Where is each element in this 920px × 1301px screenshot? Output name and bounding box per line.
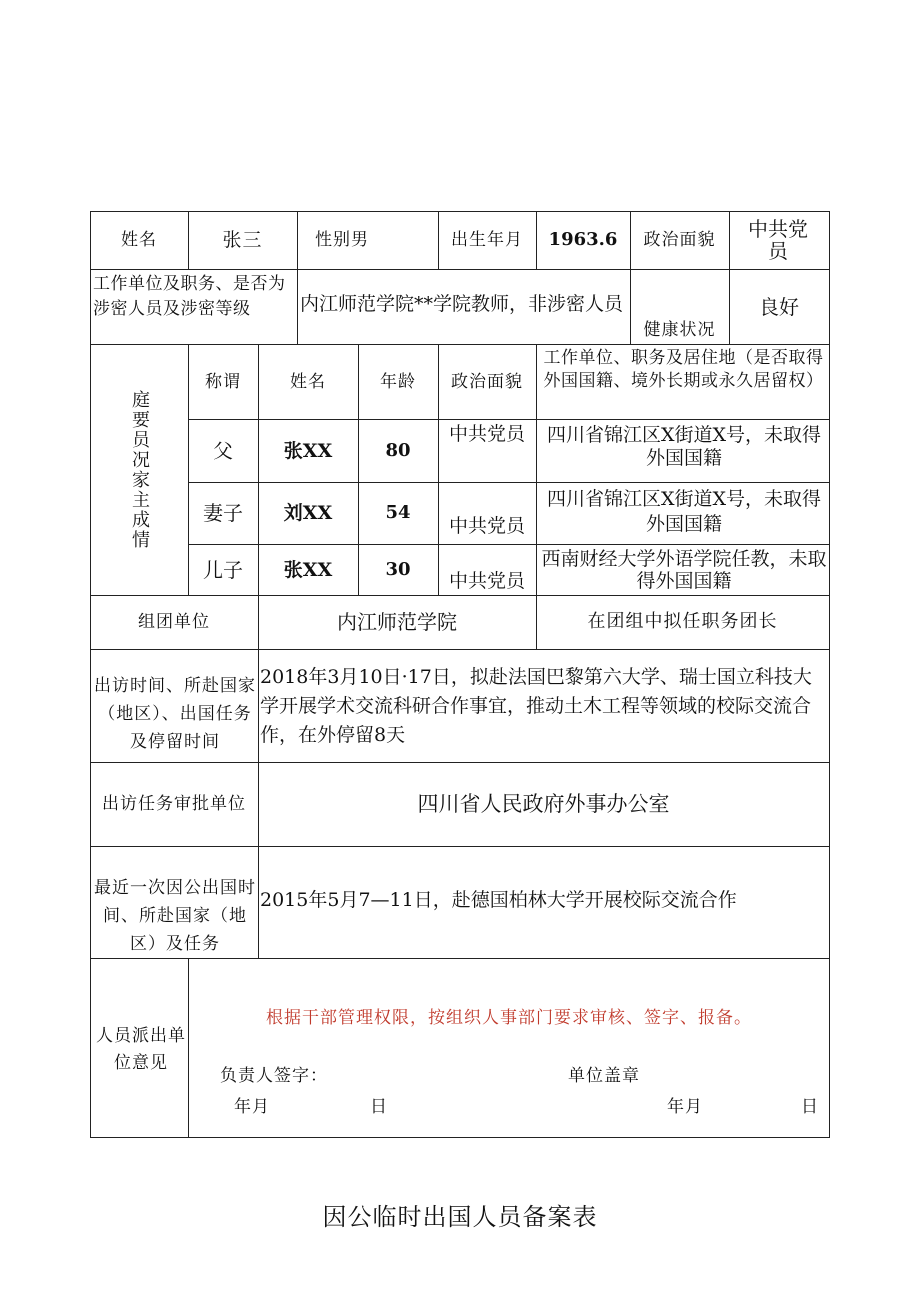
family-member-work: 四川省锦江区X街道X号，未取得外国国籍 [546,424,822,469]
family-member-political: 中共党员 [448,423,525,445]
family-member-political: 中共党员 [448,515,525,537]
family-header-work: 工作单位、职务及居住地（是否取得外国国籍、境外长期或永久居留权） [543,348,824,391]
approval-label: 出访任务审批单位 [102,794,246,814]
family-member-relation: 儿子 [203,557,243,582]
grid-line [829,211,830,1138]
family-member-age: 80 [385,439,411,461]
family-member-political: 中共党员 [448,570,525,592]
health-label: 健康状况 [643,320,716,340]
political-value: 中共党员 [748,217,808,263]
family-header-age: 年龄 [380,371,416,392]
group-label: 组团单位 [138,612,210,632]
name-label: 姓名 [121,230,157,250]
family-header-political: 政治面貌 [451,371,523,392]
birth-value: 1963.6 [548,229,618,250]
grid-line [90,958,830,959]
grid-line [729,211,730,269]
grid-line [90,846,830,847]
grid-line [90,269,830,270]
stamp-label: 单位盖章 [568,1066,640,1086]
grid-line [188,958,189,1137]
group-role: 在团组中拟任职务团长 [587,611,778,632]
approval-value: 四川省人民政府外事办公室 [417,792,670,816]
opinion-label: 人员派出单位意见 [96,1026,186,1073]
family-header-name: 姓名 [290,371,326,392]
family-member-work: 四川省锦江区X街道X号，未取得外国国籍 [546,488,822,535]
signature-date-year-month: 年月 [234,1097,270,1117]
grid-line [90,1137,830,1138]
family-section-label-text: 庭要员况家主成情 [129,389,150,550]
grid-line [536,344,537,595]
health-value: 良好 [759,294,799,319]
visit-label: 出访时间、所赴国家（地区）、出国任务及停留时间 [94,676,256,752]
name-value: 张三 [222,229,263,251]
family-section-label [90,344,188,595]
opinion-note: 根据干部管理权限，按组织人事部门要求审核、签字、报备。 [266,1008,752,1028]
form-title: 因公临时出国人员备案表 [322,1203,598,1231]
family-member-name: 张XX [283,439,333,462]
family-header-relation: 称谓 [205,371,241,392]
family-member-age: 54 [385,502,411,523]
grid-line [90,649,830,650]
family-member-name: 刘XX [283,502,333,524]
political-label: 政治面貌 [643,230,716,250]
signature-label: 负责人签字： [220,1066,328,1086]
work-value: 内江师范学院**学院教师，非涉密人员 [300,293,624,315]
grid-line [297,269,298,344]
family-member-age: 30 [385,558,411,580]
family-member-work: 西南财经大学外语学院任教，未取得外国国籍 [541,548,827,592]
family-member-name: 张XX [283,558,333,581]
group-value: 内江师范学院 [337,610,457,634]
signature-date-day: 日 [370,1097,388,1117]
visit-value: 2018年3月10日·17日，拟赴法国巴黎第六大学、瑞士国立科技大学开展学术交流科研合作事宜，推动土木工程等领域的校际交流合作，在外停留8天 [260,666,812,746]
last-trip-label: 最近一次因公出国时间、所赴国家（地区）及任务 [94,878,256,954]
stamp-date-day: 日 [801,1097,819,1117]
last-trip-value: 2015年5月7—11日，赴德国柏林大学开展校际交流合作 [260,889,737,911]
gender-label: 性别男 [315,230,369,250]
birth-label: 出生年月 [451,230,523,250]
family-member-relation: 妻子 [203,501,243,525]
family-member-relation: 父 [213,438,233,463]
work-label: 工作单位及职务、是否为涉密人员及涉密等级 [93,274,286,319]
stamp-date-year-month: 年月 [667,1097,703,1117]
